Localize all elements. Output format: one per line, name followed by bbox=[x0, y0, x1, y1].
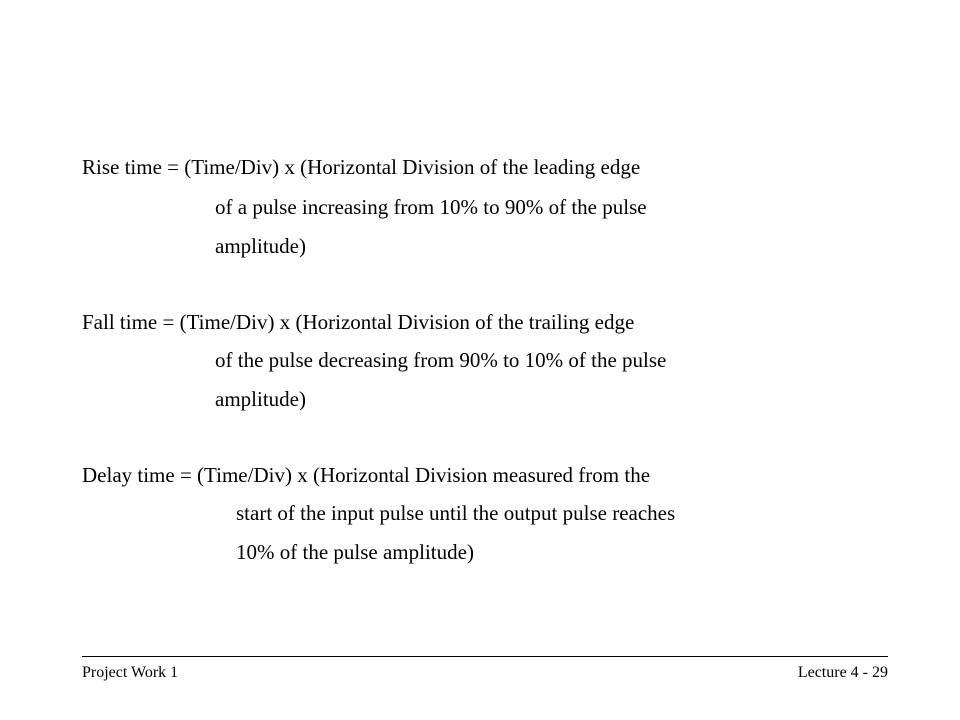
footer-course-title: Project Work 1 bbox=[82, 664, 179, 681]
delay-time-definition-line-1: Delay time = (Time/Div) x (Horizontal Division measured from the bbox=[82, 463, 651, 487]
footer-slide-number: Lecture 4 - 29 bbox=[797, 664, 888, 681]
rise-time-definition-line-2: of a pulse increasing from 10% to 90% of the pulse bbox=[215, 195, 647, 219]
rise-time-definition-line-1: Rise time = (Time/Div) x (Horizontal Division of the leading edge bbox=[82, 155, 641, 179]
delay-time-definition-line-2: start of the input pulse until the output pulse reaches bbox=[236, 501, 676, 525]
footer-divider bbox=[82, 656, 888, 657]
fall-time-definition-line-1: Fall time = (Time/Div) x (Horizontal Division of the trailing edge bbox=[82, 310, 635, 334]
rise-time-definition-line-3: amplitude) bbox=[215, 234, 306, 258]
delay-time-definition-line-3: 10% of the pulse amplitude) bbox=[236, 540, 474, 564]
fall-time-definition-line-3: amplitude) bbox=[215, 387, 306, 411]
fall-time-definition-line-2: of the pulse decreasing from 90% to 10% of the pulse bbox=[215, 348, 667, 372]
